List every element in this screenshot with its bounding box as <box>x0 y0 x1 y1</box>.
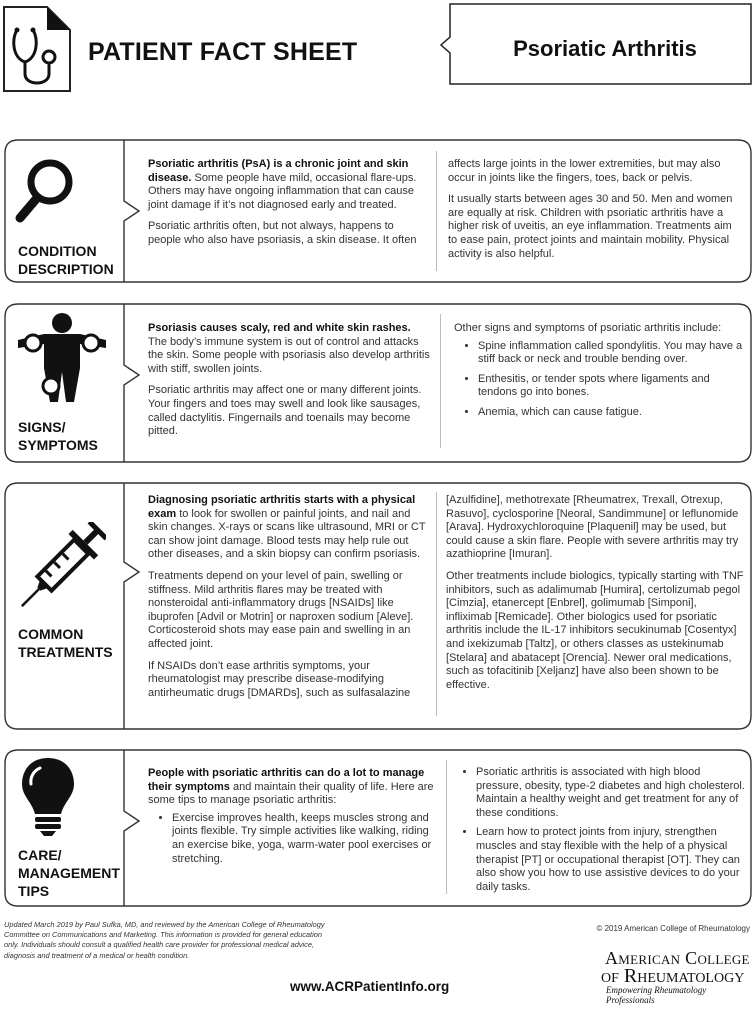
syringe-icon <box>14 522 106 614</box>
acr-logo-tagline: Empowering Rheumatology Professionals <box>606 985 707 1005</box>
acr-logo-line2: of Rheumatology <box>601 965 745 987</box>
list-item: • Learn how to protect joints from injury, strengthen muscles and stay flexible with the help of a physical therapist [PT] or occupational therapist [OT]. They can also show you how to use assistive devices to do your daily tasks. <box>476 826 746 894</box>
section-label-care: CARE/ MANAGEMENT TIPS <box>18 847 120 899</box>
list-item: • Spine inflammation called spondylitis. You may have a stiff back or neck and trouble bending over. <box>478 340 744 367</box>
list-item: • Enthesitis, or tender spots where ligaments and tendons go into bones. <box>478 373 744 400</box>
person-joints-icon <box>14 310 110 406</box>
care-right-column <box>452 766 746 900</box>
page-title: PATIENT FACT SHEET <box>88 38 358 66</box>
section-label-condition: CONDITION DESCRIPTION <box>18 243 114 277</box>
magnifying-glass-icon <box>12 156 76 236</box>
light-bulb-icon <box>18 756 78 838</box>
column-divider <box>446 760 447 894</box>
website-link[interactable]: www.ACRPatientInfo.org <box>290 979 450 994</box>
section-label-treatments: COMMON TREATMENTS <box>18 626 113 660</box>
topic-title: Psoriatic Arthritis <box>513 36 697 61</box>
stethoscope-icon <box>3 6 71 92</box>
list-item: • Psoriatic arthritis is associated with high blood pressure, obesity, type-2 diabetes and high cholesterol. Maintain a healthy weight and get treatment for any of these conditions. <box>476 766 746 820</box>
treatments-right-column: [Azulfidine], methotrexate [Rheumatrex, Trexall, Otrexup, Rasuvo], cyclosporine [Neoral, Sandimmune] or leflunomide [Arava]. Hydroxychloroquine [Plaquenil] may be used, but could cause a skin flare. People with severe arthritis may try azathioprine [Imuran]. Other treatments include biologics, typically starting with TNF inhibitors, such as adalimumab [Humira], certolizumab pegol [Cimzia], etanercept [Enbrel], golimumab [Simponi], infliximab [Remicade]. Other biologics used for psoriatic arthritis include the IL-17 inhibitors secukinumab [Cosentyx] and ixekizumab [Taltz], or others classes as ustekinumab [Stelara] and abatacept [Orencia]. Newer oral medications, such as tofacitinib [Xeljanz] have also been shown to be effective. <box>446 494 744 691</box>
column-divider <box>440 314 441 448</box>
care-left-column: People with psoriatic arthritis can do a lot to manage their symptoms and maintain their quality of life. Here are some tips to manage psoriatic arthritis: • Exercise improves health, keeps muscles strong and joints flexible. Try simple activities like walking, riding an exercise bike, yoga, warm-water pool exercises or stretching. <box>148 767 434 872</box>
section-label-signs: SIGNS/ SYMPTOMS <box>18 419 98 453</box>
copyright: © 2019 American College of Rheumatology <box>596 924 750 933</box>
column-divider <box>436 492 437 716</box>
update-note: Updated March 2019 by Paul Sufka, MD, and reviewed by the American College of Rheumatology Committee on Communications and Marketing. This information is provided for general education only. Individuals should consult a qualified health care provider for professional medical advice, diagnosis and treatment of a medical or health condition. <box>4 920 325 960</box>
list-item: • Anemia, which can cause fatigue. <box>478 406 744 420</box>
acr-logo-line1: American College <box>605 948 750 968</box>
signs-right-column: Other signs and symptoms of psoriatic arthritis include: • Spine inflammation called spondylitis. You may have a stiff back or neck and trouble bending over. • Enthesitis, or tender spots where ligaments and tendons go into bones. • Anemia, which can cause fatigue. <box>454 322 744 426</box>
signs-left-column: Psoriasis causes scaly, red and white skin rashes. The body’s immune system is out of control and attacks the skin. Some people with psoriasis also develop arthritis with stiff, swollen joints. Psoriatic arthritis may affect one or many different joints. Your fingers and toes may swell and look like sausages, called dactylitis. Fingernails and toenails may become pitted. <box>148 322 430 438</box>
condition-right-column: affects large joints in the lower extremities, but may also occur in joints like the fingers, toes, back or pelvis. It usually starts between ages 30 and 50. Men and women are equally at risk. Children with psoriatic arthritis have a higher risk of uveitis, an eye inflammation. Treatments aim to ease pain, protect joints and maintain mobility. Physical activity is also helpful. <box>448 158 733 260</box>
treatments-left-column: Diagnosing psoriatic arthritis starts with a physical exam to look for swollen or painful joints, and nail and skin changes. X-rays or scans like ultrasound, MRI or CT can show joint damage. Blood tests may help rule out other diseases, and a skin biopsy can confirm psoriasis. Treatments depend on your level of pain, swelling or stiffness. Mild arthritis flares may be treated with nonsteroidal anti-inflammatory drugs [NSAIDs] like ibuprofen [Advil or Motrin] or naproxen sodium [Aleve]. Corticosteroid shots may ease pain and swelling in an affected joint. If NSAIDs don’t ease arthritis symptoms, your rheumatologist may prescribe disease-modifying antirheumatic drugs [DMARDs], such as sulfasalazine <box>148 494 426 699</box>
condition-left-column: Psoriatic arthritis (PsA) is a chronic joint and skin disease. Some people have mild, occasional flare-ups. Others may have ongoing inflammation that can cause joint damage if it’s not diagnosed early and treated. Psoriatic arthritis often, but not always, happens to people who also have psoriasis, a skin disease. It often <box>148 158 417 246</box>
column-divider <box>436 151 437 271</box>
list-item: • Exercise improves health, keeps muscles strong and joints flexible. Try simple activities like walking, riding an exercise bike, yoga, warm-water pool exercises or stretching. <box>172 812 434 866</box>
